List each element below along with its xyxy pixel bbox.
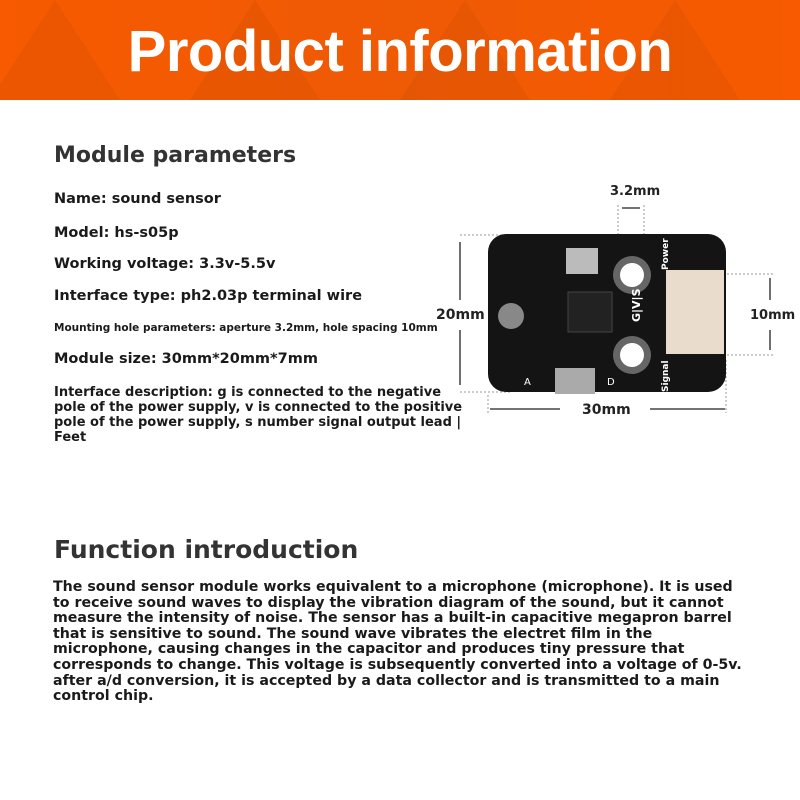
a-label: A [524,377,531,388]
param-name: Name: sound sensor [54,191,221,207]
d-label: D [607,377,615,388]
height-dimension: 20mm [436,307,485,323]
width-dimension: 30mm [582,402,631,418]
pin-label: G|V|S [630,288,643,322]
param-interface-description: Interface description: g is connected to the negative pole of the power supply, v is connected to the positive pole of the power supply, s number signal output lead | Feet [54,385,463,445]
hole-dimension: 3.2mm [610,184,661,199]
spacing-dimension: 10mm [750,308,796,323]
function-description: The sound sensor module works equivalent to a microphone (microphone). It is used to receive sound waves to display the vibration diagram of the sound, but it cannot measure the intensity of noise. The sensor has a built-in capacitive megapron barrel that is sensitive to sound. The sound wave vibrates the electret film in the microphone, causing changes in the capacitor and produces tiny pressure that corresponds to change. This voltage is subsequently converted into a voltage of 0-5v. after a/d conversion, it is accepted by a data collector and is transmitted to a main control chip. [53,579,742,705]
param-mounting-hole: Mounting hole parameters: aperture 3.2mm, hole spacing 10mm [54,322,438,334]
param-module-size: Module size: 30mm*20mm*7mm [54,351,318,367]
param-model: Model: hs-s05p [54,225,179,241]
page-title: Product information [127,19,673,84]
power-label: Power [661,238,671,270]
signal-label: Signal [661,360,671,392]
function-introduction-heading: Function introduction [54,535,359,564]
module-parameters-heading: Module parameters [54,143,297,168]
header-banner [0,0,800,100]
param-interface-type: Interface type: ph2.03p terminal wire [54,288,363,304]
param-voltage: Working voltage: 3.3v-5.5v [54,256,276,272]
sound-sensor-module-image [430,180,800,420]
